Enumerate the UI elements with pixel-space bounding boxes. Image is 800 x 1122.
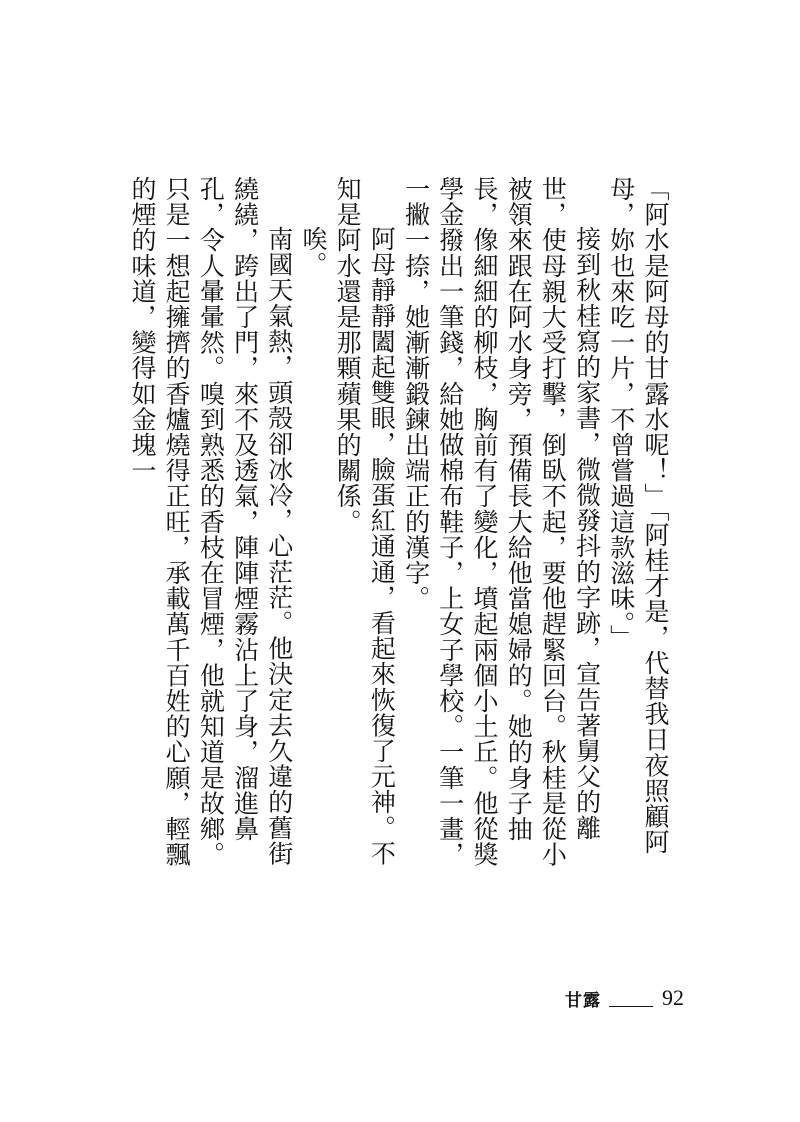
paragraph-1: 「阿水是阿母的甘露水呢！」「阿桂才是，代替我日夜照顧阿母，妳也來吃一片，不曾嘗過這款滋味。」 xyxy=(606,176,670,855)
paragraph-4: 唉。 xyxy=(298,226,328,278)
paragraph-2: 接到秋桂寫的家書，微微發抖的字跡，宣告著舅父的離世，使母親大受打擊，倒臥不起，要他趕緊回台。秋桂是從小被領來跟在阿水身旁，預備長大給他當媳婦的。她的身子抽長，像細細的柳枝，胸前有了變化，墳起兩個小土丘。他從獎學金撥出一筆錢，給她做棉布鞋子，上女子學校。一筆一畫，一撇一捺，她漸漸鍛鍊出端正的漢字。 xyxy=(401,176,602,868)
paragraph-5: 南國天氣熱，頭殼卻冰冷，心茫茫。他決定去久違的舊街繞繞，跨出了門，來不及透氣，陣陣煙霧沾上了身，溜進鼻孔，令人暈暈然。嗅到熟悉的香枝在冒煙，他就知道是故鄉。只是一想起擁擠的香爐燒得正旺，承載萬千百姓的心願，輕飄的煙的味道，變得如金塊一 xyxy=(127,176,294,868)
running-title: 甘露 xyxy=(565,991,601,1011)
body-text xyxy=(125,176,672,888)
page-footer xyxy=(565,985,684,1011)
page-number: 92 xyxy=(662,985,684,1010)
footer-divider-line xyxy=(609,1006,653,1007)
paragraph-3: 阿母靜靜闔起雙眼，臉蛋紅通通，看起來恢復了元神。不知是阿水還是那顆蘋果的關係。 xyxy=(333,176,397,866)
